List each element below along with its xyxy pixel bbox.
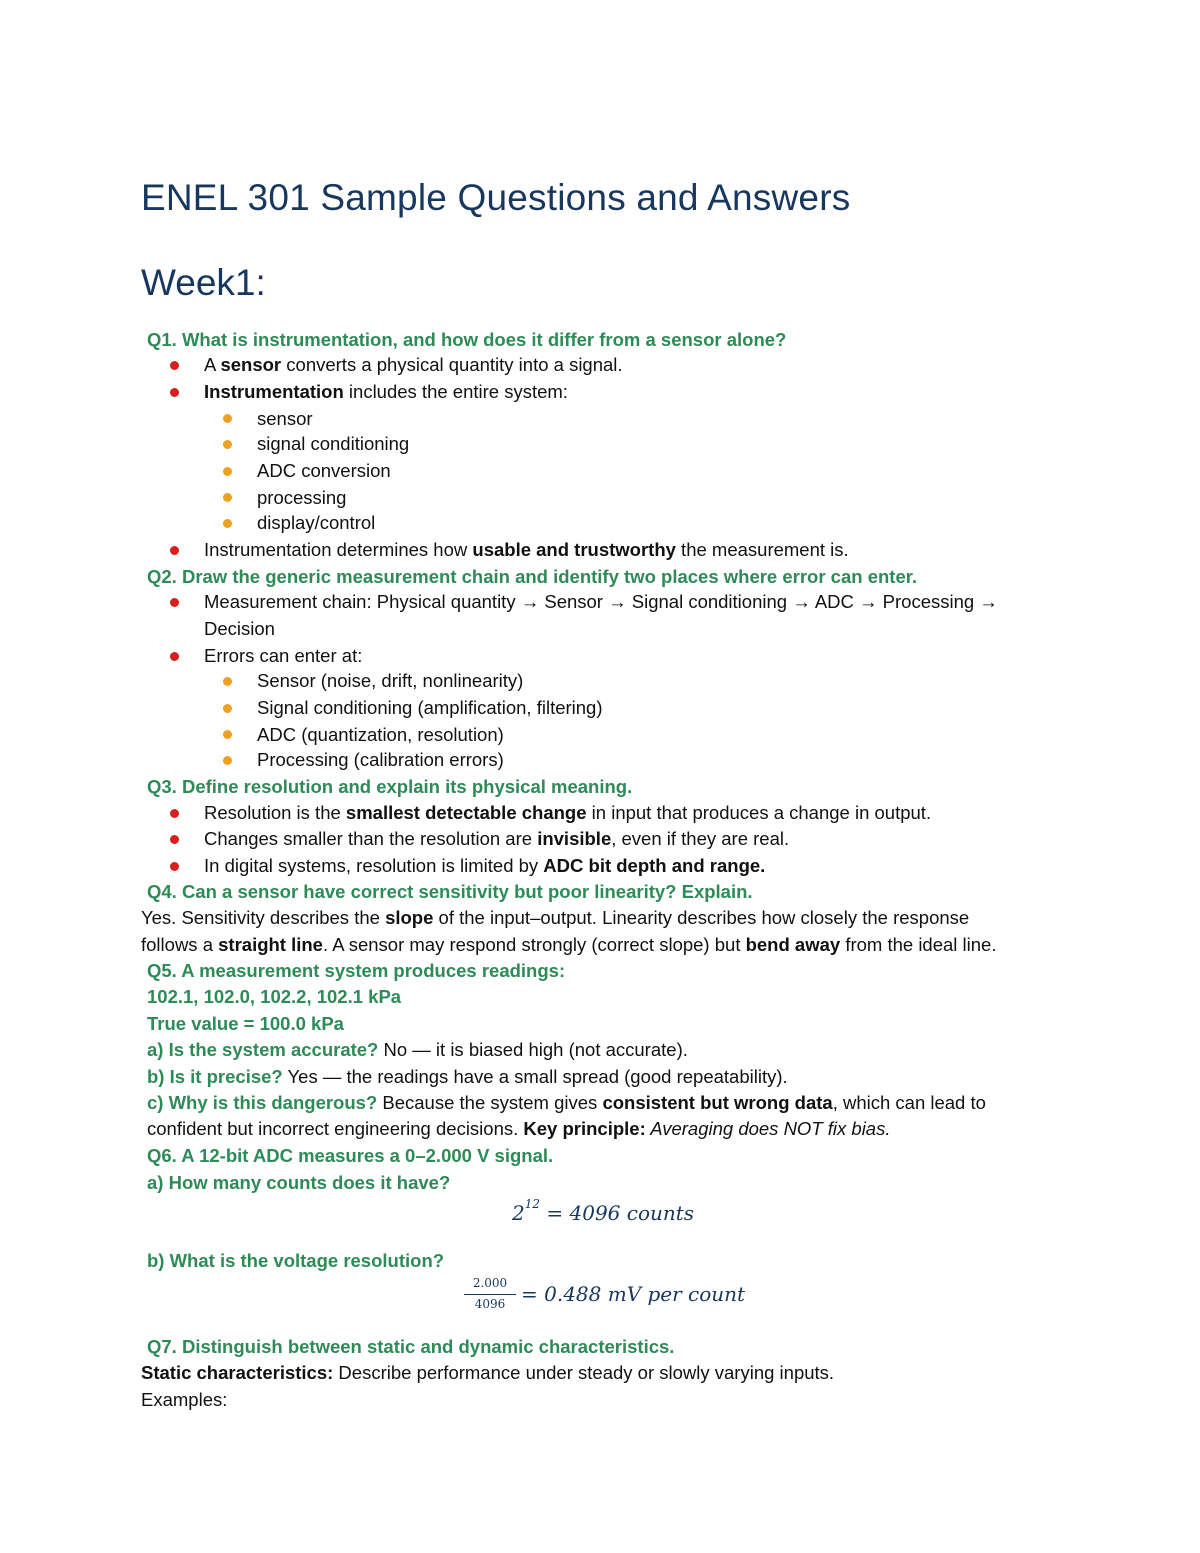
q5-part-c: c) Why is this dangerous? Because the system gives consistent but wrong data, which can lead to [147,1092,986,1113]
bullet-icon [170,835,179,844]
q1-sub-item: display/control [257,512,376,533]
sub-bullet-icon [223,704,232,713]
q2-sub-item: ADC (quantization, resolution) [257,724,504,745]
sub-bullet-icon [223,414,232,423]
q6-part-b: b) What is the voltage resolution? [147,1250,445,1271]
bullet-icon [170,361,179,370]
q3-bullet-3: In digital systems, resolution is limited by ADC bit depth and range. [204,855,766,876]
q2-sub-item: Sensor (noise, drift, nonlinearity) [257,670,524,691]
q5-part-b: b) Is it precise? Yes — the readings have a small spread (good repeatability). [147,1066,788,1087]
q6-equation-resolution: = 0.488 mV per count [521,1282,746,1306]
q7-question: Q7. Distinguish between static and dynamic characteristics. [147,1336,675,1357]
q7-examples: Examples: [141,1389,228,1410]
q5-readings: 102.1, 102.0, 102.2, 102.1 kPa [147,986,402,1007]
q3-bullet-2: Changes smaller than the resolution are invisible, even if they are real. [204,828,790,849]
q1-question: Q1. What is instrumentation, and how does it differ from a sensor alone? [147,329,787,350]
q2-question: Q2. Draw the generic measurement chain and identify two places where error can enter. [147,566,918,587]
sub-bullet-icon [223,756,232,765]
q1-sub-item: signal conditioning [257,433,410,454]
sub-bullet-icon [223,677,232,686]
q1-bullet-3: Instrumentation determines how usable and trustworthy the measurement is. [204,539,849,560]
fraction-numerator: 2.000 [472,1276,508,1290]
document-title: ENEL 301 Sample Questions and Answers [141,177,851,218]
q3-question: Q3. Define resolution and explain its physical meaning. [147,776,633,797]
sub-bullet-icon [223,467,232,476]
sub-bullet-icon [223,519,232,528]
q2-chain-line-1: Measurement chain: Physical quantity → Sensor → Signal conditioning → ADC → Processing → [204,591,998,612]
q5-question: Q5. A measurement system produces readings: [147,960,566,981]
q2-chain-line-2: Decision [204,618,275,639]
q4-answer-line-2: follows a straight line. A sensor may respond strongly (correct slope) but bend away from the ideal line. [141,934,997,955]
q6-equation-counts: $2^{12} = 4096$ counts [512,1197,695,1225]
fraction-bar [464,1294,516,1295]
bullet-icon [170,652,179,661]
q4-answer-line-1: Yes. Sensitivity describes the slope of the input–output. Linearity describes how closely the response [141,907,970,928]
section-heading-week1: Week1: [141,262,266,303]
q1-sub-item: ADC conversion [257,460,391,481]
sub-bullet-icon [223,440,232,449]
q5-part-a: a) Is the system accurate? No — it is biased high (not accurate). [147,1039,688,1060]
bullet-icon [170,809,179,818]
bullet-icon [170,546,179,555]
q1-sub-item: sensor [257,408,313,429]
q5-part-c-cont: confident but incorrect engineering decisions. Key principle: Averaging does NOT fix bias. [147,1118,891,1139]
bullet-icon [170,388,179,397]
q5-true-value: True value = 100.0 kPa [147,1013,344,1034]
q1-sub-item: processing [257,487,347,508]
q7-static: Static characteristics: Describe performance under steady or slowly varying inputs. [141,1362,835,1383]
q4-question: Q4. Can a sensor have correct sensitivity but poor linearity? Explain. [147,881,753,902]
q2-sub-item: Signal conditioning (amplification, filtering) [257,697,603,718]
q6-question: Q6. A 12-bit ADC measures a 0–2.000 V signal. [147,1145,554,1166]
sub-bullet-icon [223,730,232,739]
sub-bullet-icon [223,493,232,502]
q2-sub-item: Processing (calibration errors) [257,749,504,770]
q3-bullet-1: Resolution is the smallest detectable change in input that produces a change in output. [204,802,932,823]
q2-errors-intro: Errors can enter at: [204,645,363,666]
fraction-denominator: 4096 [474,1297,506,1311]
q6-part-a: a) How many counts does it have? [147,1172,451,1193]
q1-bullet-1: A sensor converts a physical quantity into a signal. [204,354,623,375]
q1-bullet-2: Instrumentation includes the entire system: [204,381,568,402]
bullet-icon [170,598,179,607]
bullet-icon [170,862,179,871]
